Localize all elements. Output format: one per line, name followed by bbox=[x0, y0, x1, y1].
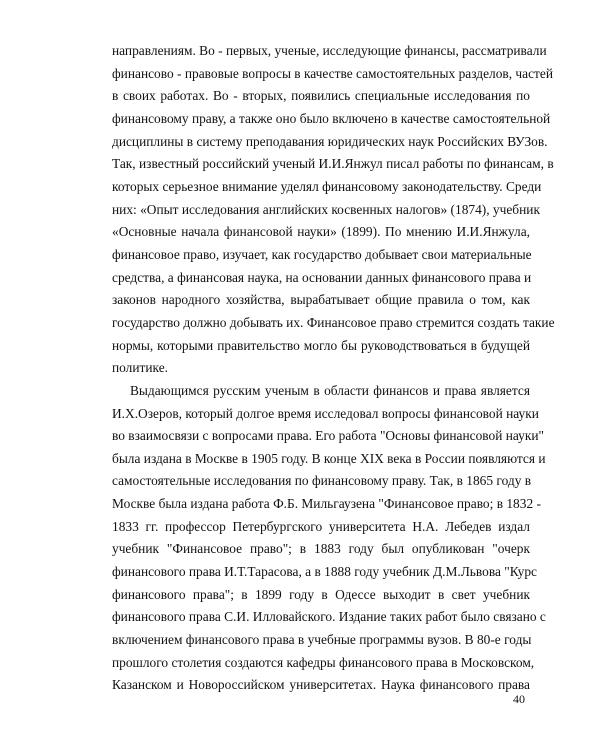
text-line: средства, а финансовая наука, на основании данных финансового права и bbox=[112, 269, 532, 285]
text-line: которых серьезное внимание уделял финансовому законодательству. Среди bbox=[112, 178, 542, 194]
page-number: 40 bbox=[513, 692, 525, 706]
text-line: включением финансового права в учебные программы вузов. В 80-е годы bbox=[112, 632, 532, 648]
text-line: них: «Опыт исследования английских косвенных налогов» (1874), учебник bbox=[112, 201, 540, 217]
paragraph-first-line: Выдающимся русским ученым в области финансов и права является bbox=[130, 382, 530, 398]
text-line: законов народного хозяйства, вырабатывает общие правила о том, как bbox=[112, 292, 530, 308]
body-text bbox=[112, 40, 555, 697]
text-line: Казанском и Новороссийском университетах. Наука финансового права bbox=[112, 677, 530, 693]
text-line: дисциплины в систему преподавания юридических наук Российских ВУЗов. bbox=[112, 133, 548, 149]
text-line: Москве была издана работа Ф.Б. Мильгаузена "Финансовое право; в 1832 - bbox=[112, 496, 541, 512]
text-line: в своих работах. Во - вторых, появились специальные исследования по bbox=[112, 88, 530, 104]
text-line: финансового права И.Т.Тарасова, а в 1888 году учебник Д.М.Львова "Курс bbox=[112, 564, 537, 580]
text-line: И.Х.Озеров, который долгое время исследовал вопросы финансовой науки bbox=[112, 405, 539, 421]
text-line: была издана в Москве в 1905 году. В конце XIX века в России появляются и bbox=[112, 450, 546, 466]
text-line: финансового права"; в 1899 году в Одессе выходит в свет учебник bbox=[112, 586, 530, 602]
text-line: финансовому праву, а также оно было включено в качестве самостоятельной bbox=[112, 110, 551, 126]
text-line: 1833 гг. профессор Петербургского университета Н.А. Лебедев издал bbox=[112, 518, 530, 534]
text-line: государство должно добывать их. Финансовое право стремится создать такие bbox=[112, 314, 555, 330]
text-line: Так, известный российский ученый И.И.Янжул писал работы по финансам, в bbox=[112, 156, 554, 172]
text-line: учебник "Финансовое право"; в 1883 году был опубликован "очерк bbox=[112, 541, 530, 557]
text-line: финансово - правовые вопросы в качестве самостоятельных разделов, частей bbox=[112, 65, 553, 81]
text-line: прошлого столетия создаются кафедры финансового права в Московском, bbox=[112, 654, 535, 670]
text-line: нормы, которыми правительство могло бы руководствоваться в будущей bbox=[112, 337, 530, 353]
text-line: финансовое право, изучает, как государство добывает свои материальные bbox=[112, 246, 532, 262]
text-line: «Основные начала финансовой науки» (1899). По мнению И.И.Янжула, bbox=[112, 224, 530, 240]
text-line: во взаимосвязи с вопросами права. Его работа "Основы финансовой науки" bbox=[112, 428, 545, 444]
text-line: направлениям. Во - первых, ученые, исследующие финансы, рассматривали bbox=[112, 43, 547, 58]
text-line: самостоятельные исследования по финансовому праву. Так, в 1865 году в bbox=[112, 473, 532, 489]
paragraph-last-line: политике. bbox=[112, 360, 169, 376]
text-line: финансового права С.И. Илловайского. Издание таких работ было связано с bbox=[112, 609, 546, 625]
